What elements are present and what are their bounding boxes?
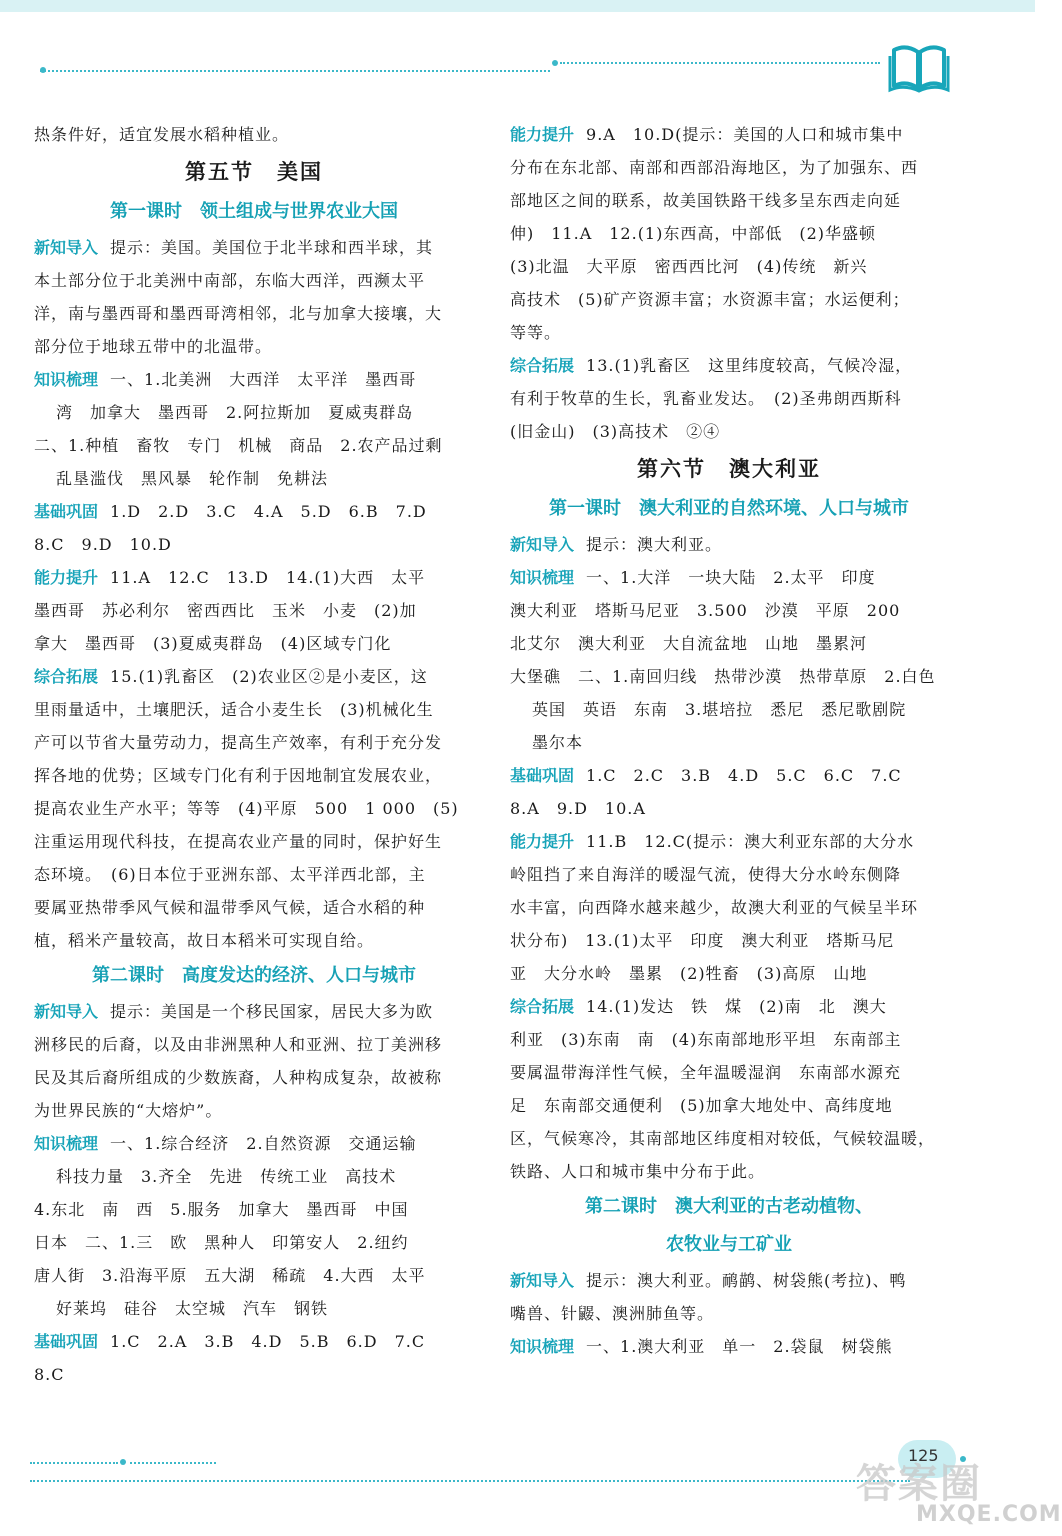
header-dotted-rule <box>40 70 550 72</box>
category-label: 能力提升 <box>510 125 575 144</box>
page-number: 125 <box>908 1446 939 1465</box>
text-line: 8.A 9.D 10.A <box>510 799 646 818</box>
category-label: 知识梳理 <box>34 370 99 389</box>
text-line: 岭阻挡了来自海洋的暖湿气流，使得大分水岭东侧降 <box>510 865 902 884</box>
answer-text: 15.(1)乳畜区 (2)农业区②是小麦区，这 <box>110 667 428 686</box>
text-line: 洋，南与墨西哥和墨西哥湾相邻，北与加拿大接壤，大 <box>34 304 443 323</box>
category-label: 综合拓展 <box>510 997 575 1016</box>
text-line: 4.东北 南 西 5.服务 加拿大 墨西哥 中国 <box>34 1200 409 1219</box>
answer-text: 1.C 2.A 3.B 4.D 5.B 6.D 7.C <box>110 1332 426 1351</box>
text-line: 伸) 11.A 12.(1)东西高，中部低 (2)华盛顿 <box>510 224 877 243</box>
text-line: 产可以节省大量劳动力，提高生产效率，有利于充分发 <box>34 733 443 752</box>
text-line: 利亚 (3)东南 南 (4)东南部地形平坦 东南部主 <box>510 1030 902 1049</box>
watermark <box>856 1452 1062 1532</box>
text-line: 部分位于地球五带中的北温带。 <box>34 337 273 356</box>
answer-text: 11.A 12.C 13.D 14.(1)大西 太平 <box>110 568 426 587</box>
left-column <box>34 118 474 1391</box>
text-line: 里雨量适中，土壤肥沃，适合小麦生长 (3)机械化生 <box>34 700 434 719</box>
text-line: 科技力量 3.齐全 先进 传统工业 高技术 <box>56 1167 397 1186</box>
text-line: 二、1.种植 畜牧 专门 机械 商品 2.农产品过剩 <box>34 436 443 455</box>
text-line: 植，稻米产量较高，故日本稻米可实现自给。 <box>34 931 375 950</box>
top-color-band <box>0 0 1035 12</box>
answer-line <box>510 1264 948 1297</box>
text-line: 状分布) 13.(1)太平 印度 澳大利亚 塔斯马尼 <box>510 931 895 950</box>
category-label: 综合拓展 <box>510 356 575 375</box>
answer-line <box>510 825 948 858</box>
text-line: 水丰富，向西降水越来越少，故澳大利亚的气候呈半环 <box>510 898 919 917</box>
footer-dotted-rule <box>130 1462 216 1464</box>
text-line: 注重运用现代科技，在提高农业产量的同时，保护好生 <box>34 832 443 851</box>
footer-dot <box>120 1459 126 1465</box>
category-label: 能力提升 <box>34 568 99 587</box>
text-line: 提高农业生产水平；等等 (4)平原 500 1 000 (5) <box>34 799 459 818</box>
text-line: 区，气候寒冷，其南部地区纬度相对较低，气候较温暖， <box>510 1129 936 1148</box>
answer-text: 1.C 2.C 3.B 4.D 5.C 6.C 7.C <box>586 766 902 785</box>
category-label: 基础巩固 <box>510 766 575 785</box>
text-line: 嘴兽、针鼹、澳洲肺鱼等。 <box>510 1304 715 1323</box>
answer-line <box>34 495 474 528</box>
answer-line <box>510 118 948 151</box>
category-label: 新知导入 <box>510 535 575 554</box>
text-line: 唐人街 3.沿海平原 五大湖 稀疏 4.大西 太平 <box>34 1266 426 1285</box>
answer-line <box>34 561 474 594</box>
text-line: 拿大 墨西哥 (3)夏威夷群岛 (4)区域专门化 <box>34 634 392 653</box>
lesson-title: 农牧业与工矿业 <box>666 1234 792 1255</box>
text-line: 澳大利亚 塔斯马尼亚 3.500 沙漠 平原 200 <box>510 601 901 620</box>
text-line: 好莱坞 硅谷 太空城 汽车 钢铁 <box>56 1299 329 1318</box>
answer-line <box>510 1330 948 1363</box>
category-label: 知识梳理 <box>34 1134 99 1153</box>
answer-line <box>34 660 474 693</box>
lesson-title: 第二课时 澳大利亚的古老动植物、 <box>585 1196 873 1217</box>
text-line: (3)北温 大平原 密西西比河 (4)传统 新兴 <box>510 257 868 276</box>
answer-line <box>34 231 474 264</box>
lesson-title: 第二课时 高度发达的经济、人口与城市 <box>92 965 416 986</box>
header-dot <box>552 60 558 66</box>
answer-line <box>34 995 474 1028</box>
text-line: 墨西哥 苏必利尔 密西西比 玉米 小麦 (2)加 <box>34 601 417 620</box>
text-line: 大堡礁 二、1.南回归线 热带沙漠 热带草原 2.白色 <box>510 667 936 686</box>
answer-line <box>34 1325 474 1358</box>
text-line: 热条件好，适宜发展水稻种植业。 <box>34 125 290 144</box>
answer-text: 13.(1)乳畜区 这里纬度较高，气候冷湿， <box>586 356 913 375</box>
text-line: 湾 加拿大 墨西哥 2.阿拉斯加 夏威夷群岛 <box>56 403 414 422</box>
category-label: 知识梳理 <box>510 568 575 587</box>
text-line: 有利于牧草的生长，乳畜业发达。 (2)圣弗朗西斯科 <box>510 389 902 408</box>
answer-line <box>34 363 474 396</box>
category-label: 综合拓展 <box>34 667 99 686</box>
answer-text: 提示：美国是一个移民国家，居民大多为欧 <box>110 1002 434 1021</box>
text-line: 为世界民族的“大熔炉”。 <box>34 1101 223 1120</box>
text-line: (旧金山) (3)高技术 ②④ <box>510 422 721 441</box>
footer-dotted-rule <box>30 1462 118 1464</box>
category-label: 新知导入 <box>510 1271 575 1290</box>
category-label: 新知导入 <box>34 1002 99 1021</box>
right-column <box>510 118 948 1363</box>
category-label: 基础巩固 <box>34 1332 99 1351</box>
text-line: 足 东南部交通便利 (5)加拿大地处中、高纬度地 <box>510 1096 893 1115</box>
answer-text: 提示：澳大利亚。鸸鹋、树袋熊(考拉)、鸭 <box>586 1271 907 1290</box>
text-line: 民及其后裔所组成的少数族裔，人种构成复杂，故被称 <box>34 1068 443 1087</box>
answer-text: 一、1.北美洲 大西洋 太平洋 墨西哥 <box>110 370 417 389</box>
category-label: 基础巩固 <box>34 502 99 521</box>
answer-text: 11.B 12.C(提示：澳大利亚东部的大分水 <box>586 832 915 851</box>
open-book-icon <box>888 42 950 92</box>
text-line: 分布在东北部、南部和西部沿海地区，为了加强东、西 <box>510 158 919 177</box>
text-line: 8.C <box>34 1365 65 1384</box>
text-line: 高技术 (5)矿产资源丰富；水资源丰富；水运便利； <box>510 290 910 309</box>
answer-text: 一、1.澳大利亚 单一 2.袋鼠 树袋熊 <box>586 1337 893 1356</box>
answer-line <box>510 528 948 561</box>
text-line: 日本 二、1.三 欧 黑种人 印第安人 2.纽约 <box>34 1233 409 1252</box>
answer-text: 一、1.大洋 一块大陆 2.太平 印度 <box>586 568 876 587</box>
section-title: 第五节 美国 <box>185 160 323 184</box>
lesson-title: 第一课时 澳大利亚的自然环境、人口与城市 <box>549 498 909 519</box>
answer-text: 14.(1)发达 铁 煤 (2)南 北 澳大 <box>586 997 887 1016</box>
answer-line <box>510 561 948 594</box>
text-line: 要属温带海洋性气候，全年温暖湿润 东南部水源充 <box>510 1063 902 1082</box>
answer-line <box>510 759 948 792</box>
text-line: 8.C 9.D 10.D <box>34 535 172 554</box>
answer-text: 9.A 10.D(提示：美国的人口和城市集中 <box>586 125 904 144</box>
text-line: 本土部分位于北美洲中南部，东临大西洋，西濒太平 <box>34 271 426 290</box>
answer-line <box>510 990 948 1023</box>
answer-text: 一、1.综合经济 2.自然资源 交通运输 <box>110 1134 417 1153</box>
watermark-logo: 答案圈 <box>856 1461 982 1507</box>
text-line: 亚 大分水岭 墨累 (2)牲畜 (3)高原 山地 <box>510 964 868 983</box>
text-line: 要属亚热带季风气候和温带季风气候，适合水稻的种 <box>34 898 426 917</box>
text-line: 北艾尔 澳大利亚 大自流盆地 山地 墨累河 <box>510 634 868 653</box>
watermark-url: MXQE.COM <box>916 1502 1062 1527</box>
category-label: 新知导入 <box>34 238 99 257</box>
text-line: 铁路、人口和城市集中分布于此。 <box>510 1162 766 1181</box>
section-title: 第六节 澳大利亚 <box>637 457 821 481</box>
text-line: 等等。 <box>510 323 562 342</box>
text-line: 墨尔本 <box>532 733 584 752</box>
text-line: 态环境。 (6)日本位于亚洲东部、太平洋西北部，主 <box>34 865 426 884</box>
footer-dotted-rule <box>30 1480 910 1482</box>
header-dot <box>40 67 46 73</box>
text-line: 乱垦滥伐 黑风暴 轮作制 免耕法 <box>56 469 329 488</box>
category-label: 知识梳理 <box>510 1337 575 1356</box>
answer-text: 提示：美国。美国位于北半球和西半球，其 <box>110 238 434 257</box>
answer-line <box>510 349 948 382</box>
lesson-title: 第一课时 领土组成与世界农业大国 <box>110 201 398 222</box>
answer-text: 1.D 2.D 3.C 4.A 5.D 6.B 7.D <box>110 502 427 521</box>
answer-text: 提示：澳大利亚。 <box>586 535 723 554</box>
header-dotted-rule <box>560 62 880 64</box>
text-line: 洲移民的后裔，以及由非洲黑种人和亚洲、拉丁美洲移 <box>34 1035 443 1054</box>
category-label: 能力提升 <box>510 832 575 851</box>
answer-line <box>34 1127 474 1160</box>
text-line: 部地区之间的联系，故美国铁路干线多呈东西走向延 <box>510 191 902 210</box>
text-line: 挥各地的优势；区域专门化有利于因地制宜发展农业， <box>34 766 443 785</box>
text-line: 英国 英语 东南 3.堪培拉 悉尼 悉尼歌剧院 <box>532 700 907 719</box>
